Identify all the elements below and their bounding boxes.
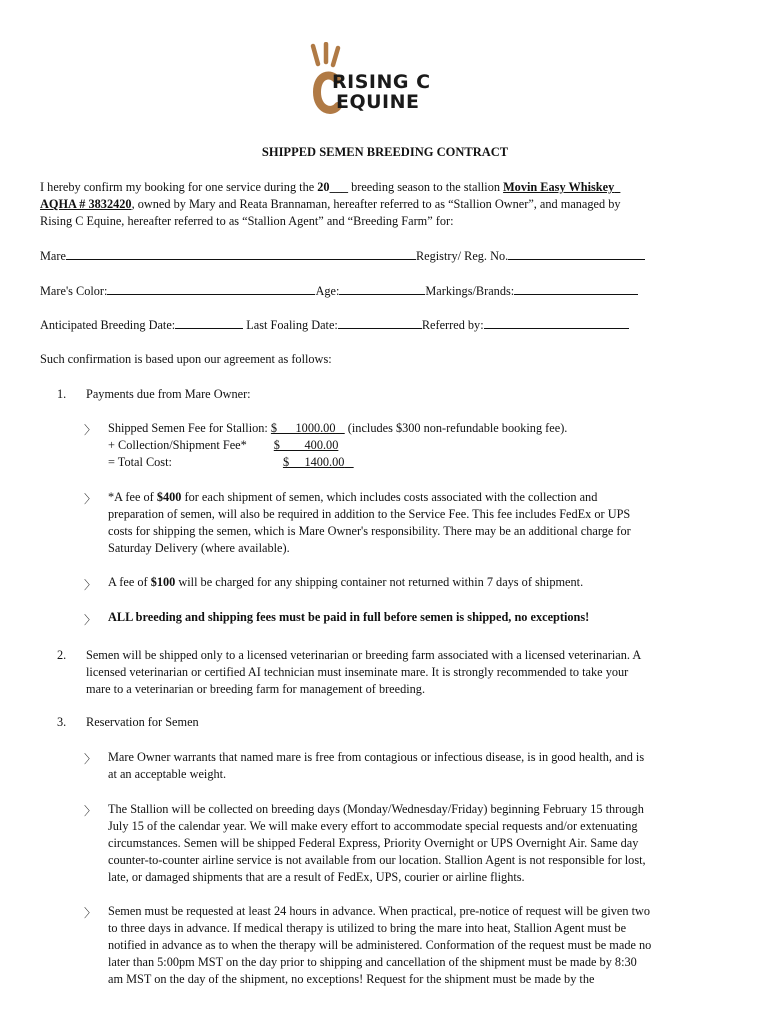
logo-line-2: EQUINE — [336, 91, 420, 113]
section-number: 3. — [57, 715, 67, 729]
bullet-icon: 〉 — [84, 752, 97, 766]
total-value: $ 1400.00 — [282, 455, 345, 469]
container-fee-line: A fee of $100 will be charged for any shipping container not returned within 7 days of shipment. — [108, 575, 584, 589]
total-cost-line — [108, 455, 354, 470]
payment-warning: ALL breeding and shipping fees must be paid in full before semen is shipped, no exceptions! — [108, 610, 590, 624]
fee-label: Shipped Semen Fee for Stallion: — [108, 421, 268, 435]
shipment-fee-paragraph: *A fee of $400 for each shipment of semen, which includes costs associated with the collection and preparation of semen, will also be required in addition to the Service Fee. This fee includes FedEx or UPS costs for shipping the semen, which is Mare Owner's responsibility. There may be an additional charge for Saturday Delivery (where available). — [108, 490, 631, 555]
section-title: Payments due from Mare Owner: — [86, 387, 251, 401]
veterinarian-paragraph: Semen will be shipped only to a licensed veterinarian or breeding farm associated with a licensed veterinarian. A licensed veterinarian or certified AI technician must inseminate mare. It is strongly recommended to take your mare to a veterinarian or breeding farm for management of breeding. — [86, 648, 642, 696]
intro-line-3: Rising C Equine, hereafter referred to as “Stallion Agent” and “Breeding Farm” for: — [40, 214, 454, 228]
section-number: 2. — [57, 648, 67, 662]
bullet-icon: 〉 — [84, 613, 97, 627]
referred-label: Referred by: — [421, 318, 484, 332]
age-blank[interactable] — [339, 284, 425, 295]
mare-name-blank[interactable] — [66, 249, 416, 260]
intro-line-2 — [40, 197, 621, 212]
intro-text: I hereby confirm my booking for one service during the — [40, 180, 318, 194]
markings-label: Markings/Brands: — [425, 284, 515, 298]
mare-color-label: Mare's Color: — [40, 284, 108, 298]
bullet-icon: 〉 — [84, 906, 97, 920]
fee-value: $ 1000.00 — [270, 421, 336, 435]
intro-text: , owned by Mary and Reata Brannaman, hereafter referred to as “Stallion Owner”, and managed by — [131, 197, 621, 211]
confirmation-text: Such confirmation is based upon our agreement as follows: — [40, 352, 332, 366]
anticipated-date-label: Anticipated Breeding Date: — [40, 318, 176, 332]
season-year-blank: 20___ — [317, 180, 349, 194]
bullet-icon: 〉 — [84, 492, 97, 506]
section-title: Reservation for Semen — [86, 715, 199, 729]
request-timing-paragraph: Semen must be requested at least 24 hours in advance. When practical, pre-notice of request will be given two to three days in advance. If medical therapy is utilized to bring the mare into heat, Stallion Agent must be notified in advance as to when the therapy will be administered. Conformation of the request must be made no later than 5:00pm MST on the day prior to shipping and cancellation of the shipment must be made by 8:30 am MST on the day of the shipment, no exceptions! Request for the shipment must be made by the — [108, 904, 652, 986]
collection-value: $ 400.00 — [273, 438, 339, 452]
mare-label: Mare — [40, 249, 66, 263]
logo-line-1: RISING C — [332, 71, 431, 93]
total-label: = Total Cost: — [108, 455, 172, 469]
bullet-icon: 〉 — [84, 423, 97, 437]
collection-fee-line — [108, 438, 338, 453]
markings-blank[interactable] — [514, 284, 638, 295]
registry-number-blank[interactable] — [508, 249, 645, 260]
fee-note: (includes $300 non-refundable booking fee). — [347, 421, 568, 435]
collection-days-paragraph: The Stallion will be collected on breeding days (Monday/Wednesday/Friday) beginning February 15 through July 15 of the calendar year. We will make every effort to accommodate special requests and/or extenuating circumstances. Semen will be shipped Federal Express, Priority Overnight or UPS Overnight Air. Same day counter-to-counter airline service is not available from our location. Stallion Agent is not responsible for lost, late, or damaged shipments that are a result of FedEx, UPS, courier or airline flights. — [108, 802, 646, 884]
registry-label: Registry/ Reg. No. — [415, 249, 509, 263]
container-fee-amount: $100 — [150, 575, 176, 589]
bullet-icon: 〉 — [84, 804, 97, 818]
intro-line-1 — [40, 180, 620, 195]
mare-color-blank[interactable] — [107, 284, 315, 295]
section-number: 1. — [57, 387, 67, 401]
contract-title: SHIPPED SEMEN BREEDING CONTRACT — [261, 145, 509, 159]
stallion-fee-line — [108, 421, 567, 436]
mare-field-row — [40, 249, 645, 264]
last-foaling-label: Last Foaling Date: — [246, 318, 338, 332]
last-foaling-blank[interactable] — [338, 318, 422, 329]
referred-by-blank[interactable] — [484, 318, 629, 329]
stallion-name: Movin Easy Whiskey — [503, 180, 615, 194]
color-field-row — [40, 284, 638, 299]
anticipated-date-blank[interactable] — [175, 318, 243, 329]
mare-health-paragraph: Mare Owner warrants that named mare is free from contagious or infectious disease, is in good health, and is at an acceptable weight. — [108, 750, 645, 781]
age-label: Age: — [315, 284, 340, 298]
bullet-icon: 〉 — [84, 578, 97, 592]
collection-label: + Collection/Shipment Fee* — [108, 438, 247, 452]
stallion-registry: AQHA # 3832420 — [40, 197, 132, 211]
shipment-fee-amount: $400 — [156, 490, 182, 504]
dates-field-row — [40, 318, 629, 333]
intro-text: breeding season to the stallion — [348, 180, 504, 194]
rising-c-equine-logo — [305, 42, 455, 122]
